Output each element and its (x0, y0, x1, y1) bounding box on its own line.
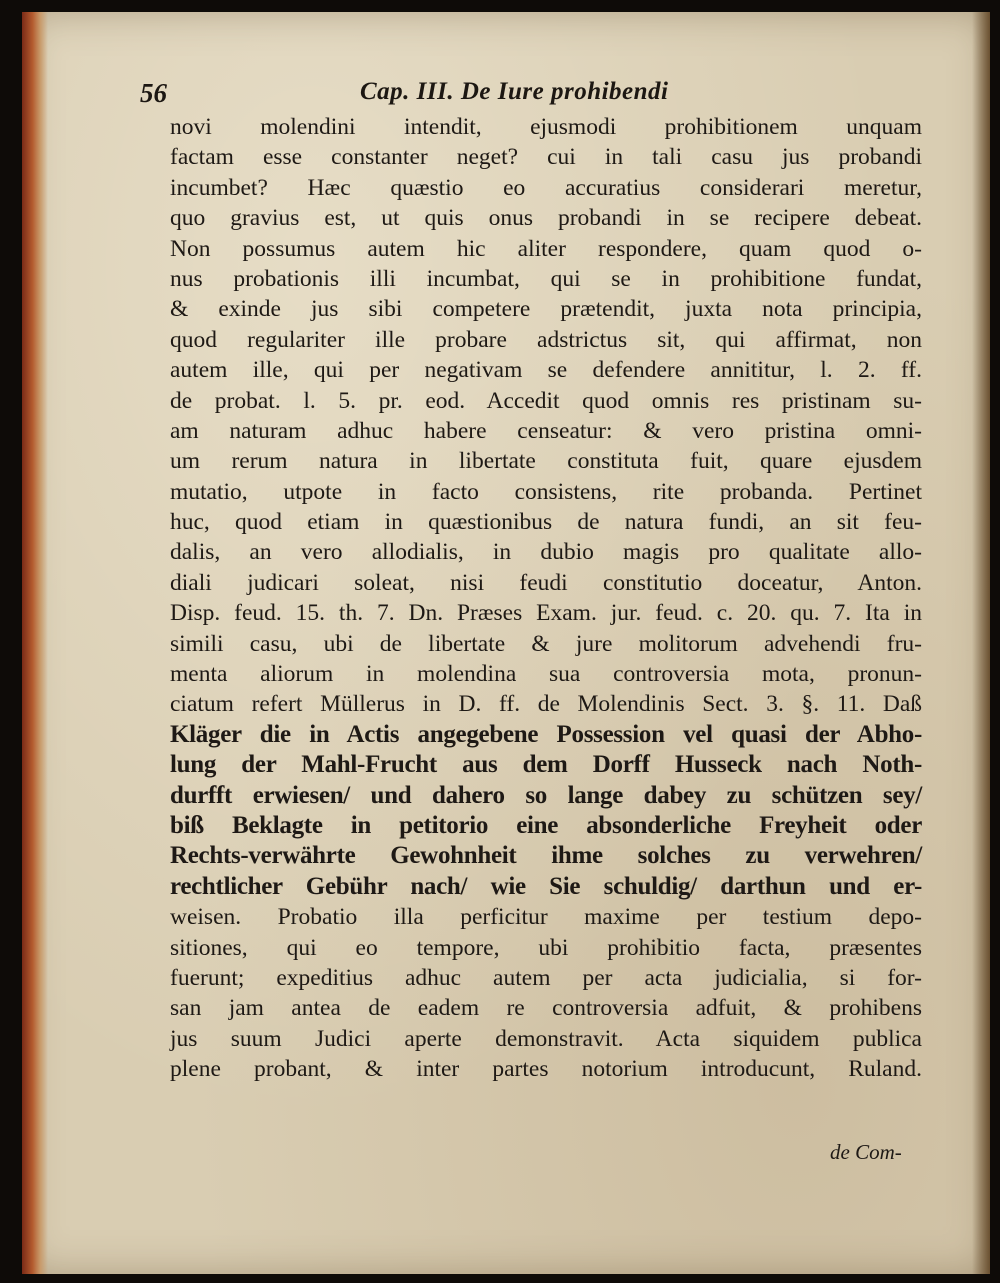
text-line: nus probationis illi incumbat, qui se in prohibitione fundat, (170, 265, 922, 292)
text-line: quo gravius est, ut quis onus probandi in se recipere debeat. (170, 205, 922, 232)
text-line: simili casu, ubi de libertate & jure molitorum advehendi fru- (170, 630, 922, 657)
text-line: de probat. l. 5. pr. eod. Accedit quod omnis res pristinam su- (170, 387, 922, 414)
fraktur-text-line: biß Beklagte in petitorio eine absonderliche Freyheit oder (170, 811, 922, 839)
fraktur-text-line: rechtlicher Gebühr nach/ wie Sie schuldig/ darthun und er- (170, 872, 922, 900)
text-line: am naturam adhuc habere censeatur: & vero pristina omni- (170, 417, 922, 444)
text-line: factam esse constanter neget? cui in tali casu jus probandi (170, 144, 922, 171)
text-line: autem ille, qui per negativam se defendere annititur, l. 2. ff. (170, 357, 922, 384)
fraktur-text-line: lung der Mahl-Frucht aus dem Dorff Husseck nach Noth- (170, 751, 922, 779)
body-text (170, 112, 922, 1085)
fraktur-text-line: Rechts-verwährte Gewohnheit ihme solches zu verwehren/ (170, 842, 922, 870)
page-edge-shadow (972, 12, 990, 1274)
text-line: dalis, an vero allodialis, in dubio magis pro qualitate allo- (170, 539, 922, 566)
text-line: sitiones, qui eo tempore, ubi prohibitio facta, præsentes (170, 934, 922, 961)
text-line: weisen. Probatio illa perficitur maxime per testium depo- (170, 904, 922, 931)
fraktur-text-line: durfft erwiesen/ und dahero so lange dabey zu schützen sey/ (170, 781, 922, 809)
text-line: novi molendini intendit, ejusmodi prohibitionem unquam (170, 114, 922, 140)
page-number: 56 (140, 78, 167, 108)
book-spine-edge (22, 12, 48, 1274)
fraktur-text-line: Kläger die in Actis angegebene Possession vel quasi der Abho- (170, 720, 922, 748)
text-line: um rerum natura in libertate constituta fuit, quare ejusdem (170, 448, 922, 475)
text-line: Disp. feud. 15. th. 7. Dn. Præses Exam. jur. feud. c. 20. qu. 7. Ita in (170, 600, 922, 627)
text-line: plene probant, & inter partes notorium introducunt, Ruland. (170, 1056, 922, 1083)
catchword: de Com- (830, 1140, 902, 1164)
text-line: quod regulariter ille probare adstrictus sit, qui affirmat, non (170, 326, 922, 353)
text-line: diali judicari soleat, nisi feudi constitutio doceatur, Anton. (170, 569, 922, 596)
text-line: & exinde jus sibi competere prætendit, juxta nota principia, (170, 296, 922, 323)
text-line: incumbet? Hæc quæstio eo accuratius considerari meretur, (170, 174, 922, 201)
text-line: Non possumus autem hic aliter respondere, quam quod o- (170, 235, 922, 262)
text-line: jus suum Judici aperte demonstravit. Acta siquidem publica (170, 1025, 922, 1052)
text-line: menta aliorum in molendina sua controversia mota, pronun- (170, 661, 922, 688)
text-line: mutatio, utpote in facto consistens, rite probanda. Pertinet (170, 478, 922, 505)
text-line: san jam antea de eadem re controversia adfuit, & prohibens (170, 995, 922, 1022)
text-line: ciatum refert Müllerus in D. ff. de Molendinis Sect. 3. §. 11. Daß (170, 691, 922, 718)
text-line: fuerunt; expeditius adhuc autem per acta judicialia, si for- (170, 964, 922, 991)
text-line: huc, quod etiam in quæstionibus de natura fundi, an sit feu- (170, 509, 922, 536)
running-head: Cap. III. De Iure prohibendi (360, 78, 669, 105)
